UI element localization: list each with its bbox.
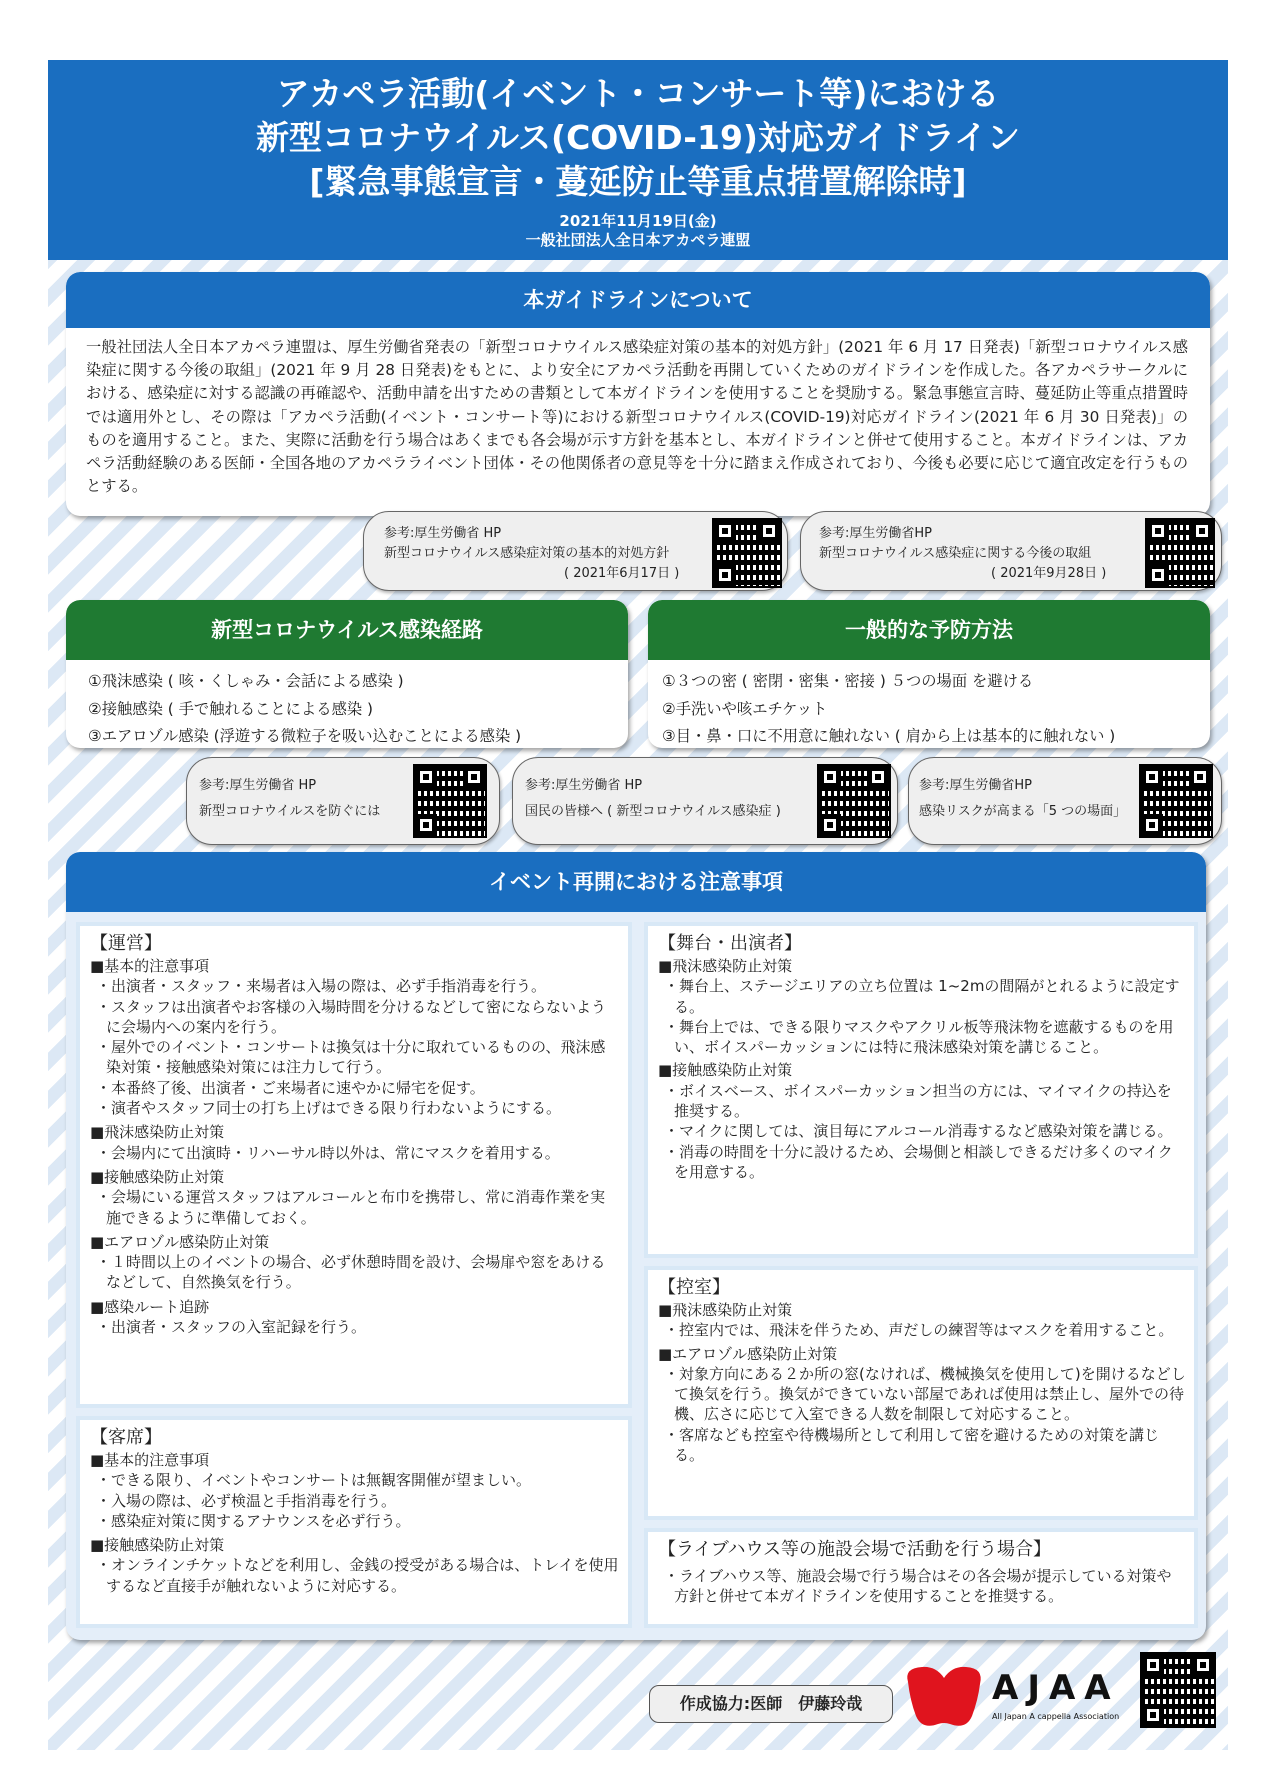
qr-code-icon[interactable] [1145, 518, 1215, 588]
list-item: ③目・鼻・口に不用意に触れない ( 肩から上は基本的に触れない ) [662, 727, 1116, 745]
reference-future-measures[interactable] [800, 511, 1222, 591]
list-item: ②手洗いや咳エチケット [662, 699, 828, 718]
list-item: ・会場にいる運営スタッフはアルコールと布巾を携帯し、常に消毒作業を実施できるように準備しておく。 [96, 1188, 606, 1227]
reference-label: 参考:厚生労働省HP [819, 526, 932, 541]
reference-date: ( 2021年6月17日 ) [564, 566, 680, 581]
reference-date: ( 2021年9月28日 ) [991, 566, 1107, 581]
title-line-3: [緊急事態宣言・蔓延防止等重点措置解除時] [309, 162, 967, 201]
infection-route-card [66, 600, 628, 748]
section-label: ■エアロゾル感染防止対策 [90, 1232, 270, 1251]
reference-five-situations[interactable] [908, 757, 1222, 845]
prevention-title: 一般的な予防方法 [648, 600, 1210, 660]
qr-code-icon[interactable] [413, 764, 487, 838]
live-house-panel [644, 1528, 1198, 1628]
section-label: ■基本的注意事項 [90, 1451, 210, 1469]
operations-panel [76, 922, 632, 1408]
qr-code-icon[interactable] [1140, 1652, 1216, 1728]
list-item: ・できる限り、イベントやコンサートは無観客開催が望ましい。 [96, 1471, 532, 1490]
qr-code-icon[interactable] [1139, 764, 1213, 838]
list-item: ・入場の際は、必ず検温と手指消毒を行う。 [96, 1491, 397, 1510]
panel-heading: 【控室】 [658, 1277, 730, 1298]
logo-text: AJAA [992, 1668, 1120, 1708]
section-label: ■感染ルート追跡 [90, 1297, 210, 1316]
section-label: ■接触感染防止対策 [658, 1061, 793, 1080]
qr-code-icon[interactable] [712, 518, 782, 588]
infection-route-title: 新型コロナウイルス感染経路 [66, 600, 628, 660]
list-item: ・スタッフは出演者やお客様の入場時間を分けるなどして密にならないように会場内への案内を行う。 [96, 997, 607, 1036]
list-item: ・舞台上、ステージエリアの立ち位置は 1~2mの間隔がとれるように設定する。 [664, 977, 1180, 1016]
section-label: ■接触感染防止対策 [90, 1536, 225, 1555]
reference-to-citizens[interactable] [512, 757, 898, 845]
reference-title: 新型コロナウイルス感染症対策の基本的対処方針 [384, 546, 670, 561]
list-item: ・ライブハウス等、施設会場で行う場合はその各会場が提示している対策や方針と併せて本ガイドラインを使用することを推奨する。 [664, 1567, 1172, 1606]
event-notes-title: イベント再開における注意事項 [66, 852, 1206, 912]
list-item: ・消毒の時間を十分に設けるため、会場側と相談しできるだけ多くのマイクを用意する。 [664, 1142, 1173, 1181]
ajaa-logo [900, 1658, 1128, 1738]
reference-title: 国民の皆様へ ( 新型コロナウイルス感染症 ) [525, 804, 781, 819]
reference-title: 新型コロナウイルスを防ぐには [199, 804, 381, 819]
section-label: ■飛沫感染防止対策 [658, 1301, 793, 1319]
about-card [66, 272, 1210, 516]
publish-date: 2021年11月19日(金) [559, 212, 717, 230]
audience-panel [76, 1416, 632, 1628]
credit-label: 作成協力:医師 伊藤玲哉 [649, 1685, 893, 1723]
infection-route-list [66, 660, 628, 748]
list-item: ・演者やスタッフ同士の打ち上げはできる限り行わないようにする。 [96, 1099, 562, 1118]
title-line-1: アカペラ活動(イベント・コンサート等)における [276, 74, 1000, 113]
reference-label: 参考:厚生労働省HP [919, 778, 1032, 793]
list-item: ①飛沫感染 ( 咳・くしゃみ・会話による感染 ) [88, 672, 404, 690]
list-item: ・１時間以上のイベントの場合、必ず休憩時間を設け、会場扉や窓をあけるなどして、自然換気を行う。 [96, 1253, 606, 1292]
section-label: ■接触感染防止対策 [90, 1167, 225, 1186]
panel-heading: 【舞台・出演者】 [658, 933, 802, 954]
about-body: 一般社団法人全日本アカペラ連盟は、厚生労働省発表の「新型コロナウイルス感染症対策の基本的対処方針」(2021 年 6 月 17 日発表)「新型コロナウイルス感染症に関する今後の取組」(2021 年 9 月 28 日発表)をもとに、より安全にアカペラ活動を再開していくためのガイドラインを作成した。各アカペラサークルにおける、感染症に対する認識の再確認や、活動申請を出すための書類として本ガイドラインを使用することを奨励する。緊急事態宣言時、蔓延防止等重点措置時では適用外とし、その際は「アカペラ活動(イベント・コンサート等)における新型コロナウイルス(COVID-19)対応ガイドライン(2021 年 6 月 30 日発表)」のものを適用すること。また、実際に活動を行う場合はあくまでも各会場が示す方針を基本とし、本ガイドラインと併せて使用すること。本ガイドラインは、アカペラ活動経験のある医師・全国各地のアカペラライベント団体・その他関係者の意見等を十分に踏まえ作成されており、今後も必要に応じて適宜改定を行うものとする。 [86, 338, 1188, 496]
list-item: ・舞台上では、できる限りマスクやアクリル板等飛沫物を遮蔽するものを用い、ボイスパーカッションには特に飛沫感染対策を講じること。 [664, 1017, 1174, 1057]
qr-code-icon[interactable] [817, 764, 891, 838]
list-item: ・屋外でのイベント・コンサートは換気は十分に取れているものの、飛沫感染対策・接触感染対策には注力して行う。 [96, 1038, 606, 1077]
list-item: ・対象方向にある２か所の窓(なければ、機械換気を使用して)を開けるなどして換気を行う。換気ができていない部屋であれば使用は禁止し、屋外での待機、広さに応じて入室できる人数を制限して対応すること。 [664, 1364, 1186, 1424]
list-item: ・控室内では、飛沫を伴うため、声だしの練習等はマスクを着用すること。 [664, 1321, 1174, 1340]
section-label: ■基本的注意事項 [90, 957, 210, 975]
section-label: ■エアロゾル感染防止対策 [658, 1344, 838, 1363]
list-item: ・オンラインチケットなどを利用し、金銭の授受がある場合は、トレイを使用するなど直接手が触れないように対応する。 [96, 1556, 619, 1595]
list-item: ①３つの密 ( 密閉・密集・密接 ) ５つの場面 を避ける [662, 672, 1034, 690]
reference-title: 感染リスクが高まる「5 つの場面」 [919, 804, 1127, 819]
list-item: ②接触感染 ( 手で触れることによる感染 ) [88, 699, 373, 718]
reference-label: 参考:厚生労働省 HP [199, 778, 317, 793]
prevention-card [648, 600, 1210, 748]
green-room-panel [644, 1266, 1198, 1520]
list-item: ・客席なども控室や待機場所として利用して密を避けるための対策を講じる。 [664, 1425, 1160, 1465]
reference-label: 参考:厚生労働省 HP [525, 778, 643, 793]
reference-basic-policy[interactable] [363, 511, 788, 591]
list-item: ・ボイスベース、ボイスパーカッション担当の方には、マイマイクの持込を推奨する。 [664, 1081, 1172, 1121]
section-list [80, 956, 628, 1337]
panel-heading: 【ライブハウス等の施設会場で活動を行う場合】 [658, 1539, 1051, 1560]
reference-title: 新型コロナウイルス感染症に関する今後の取組 [819, 546, 1092, 561]
section-label: ■飛沫感染防止対策 [658, 957, 793, 975]
stage-performers-panel [644, 922, 1198, 1258]
publisher-org: 一般社団法人全日本アカペラ連盟 [525, 231, 751, 249]
title-line-2: 新型コロナウイルス(COVID-19)対応ガイドライン [255, 118, 1021, 157]
prevention-list [648, 660, 1210, 748]
list-item: ・感染症対策に関するアナウンスを必ず行う。 [96, 1511, 411, 1530]
reference-label: 参考:厚生労働省 HP [384, 526, 502, 541]
reference-prevent-covid[interactable] [186, 757, 500, 845]
list-item: ・出演者・スタッフの入室記録を行う。 [96, 1318, 367, 1337]
list-item: ・本番終了後、出演者・ご来場者に速やかに帰宅を促す。 [96, 1078, 485, 1097]
list-item: ・マイクに関しては、演目毎にアルコール消毒するなど感染対策を講じる。 [664, 1122, 1173, 1141]
about-title: 本ガイドラインについて [66, 272, 1210, 328]
section-label: ■飛沫感染防止対策 [90, 1123, 225, 1142]
list-item: ・会場内にて出演時・リハーサル時以外は、常にマスクを着用する。 [96, 1143, 560, 1162]
list-item: ③エアロゾル感染 (浮遊する微粒子を吸い込むことによる感染 ) [88, 727, 522, 745]
panel-heading: 【運営】 [90, 933, 162, 954]
heart-shape-icon [900, 1664, 988, 1732]
page-header [48, 60, 1228, 260]
logo-subtitle: All Japan A cappella Association [992, 1712, 1120, 1721]
panel-heading: 【客席】 [90, 1427, 162, 1448]
list-item: ・出演者・スタッフ・来場者は入場の際は、必ず手指消毒を行う。 [96, 977, 547, 996]
